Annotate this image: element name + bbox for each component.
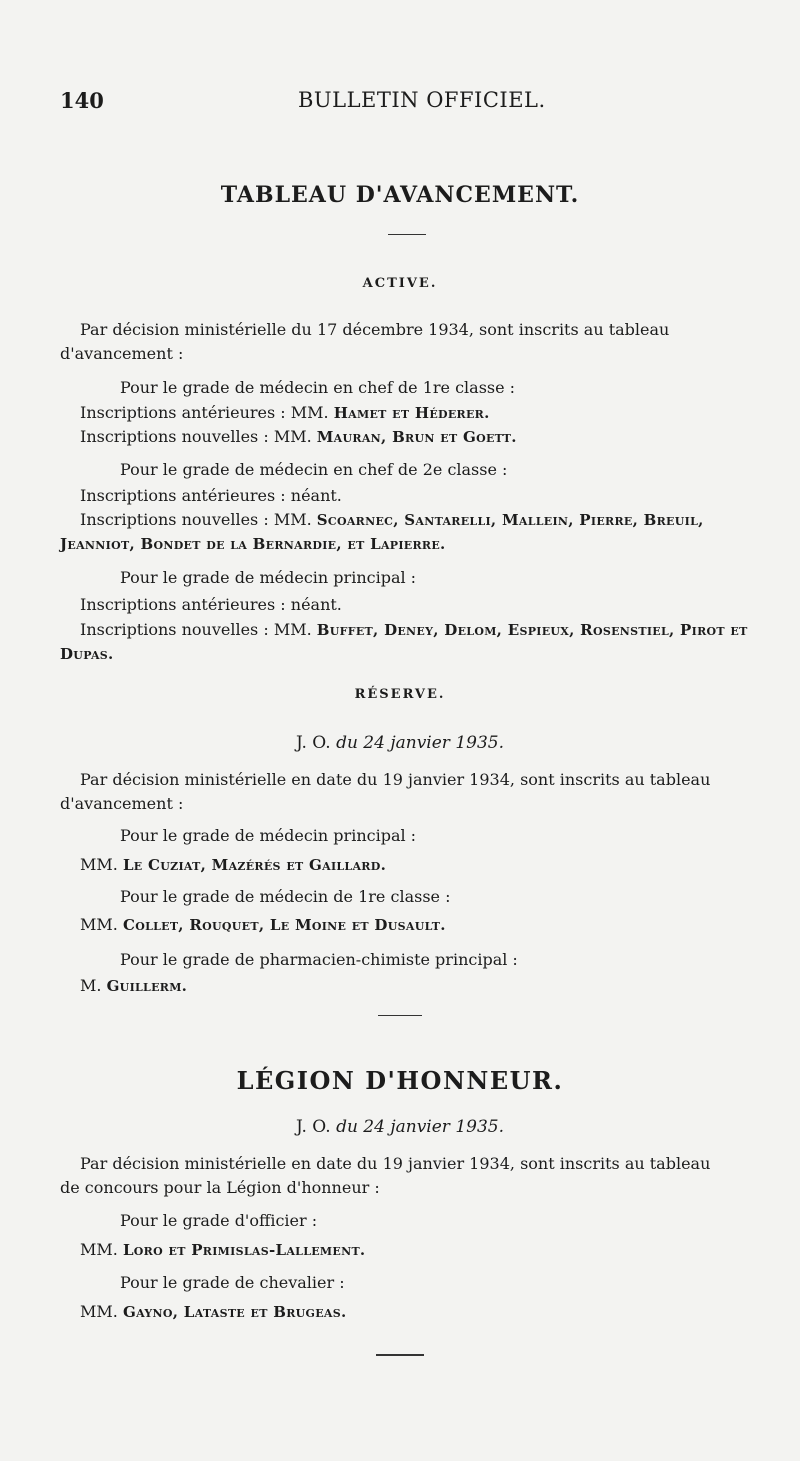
title-divider [388, 234, 426, 235]
active-grade3-new-cont: Dupas. [60, 645, 114, 663]
names-label: MM. [80, 1302, 118, 1321]
new-names: Scoarnec, Santarelli, Mallein, Pierre, Breuil, [316, 511, 704, 529]
names: Le Cuziat, Mazérés et Gaillard. [122, 856, 387, 874]
names: Collet, Rouquet, Le Moine et Dusault. [122, 916, 446, 934]
active-grade3-prior: Inscriptions antérieures : néant. [80, 595, 342, 614]
active-intro-line1: Par décision ministérielle du 17 décembre 1934, sont inscrits au tableau [80, 320, 670, 339]
new-names: Mauran, Brun et Goett. [316, 428, 517, 446]
names: Guillerm. [106, 977, 188, 995]
active-grade3-new [80, 620, 748, 639]
names-label: MM. [80, 1240, 118, 1259]
reserve-intro-line2: d'avancement : [60, 794, 184, 813]
jo-prefix: J. O. [296, 733, 331, 753]
names-label: M. [80, 976, 102, 995]
names: Gayno, Lataste et Brugeas. [122, 1303, 347, 1321]
jo-date: du 24 janvier 1935. [336, 733, 504, 753]
legion-grade2-names [80, 1302, 347, 1321]
reserve-jo-ref [0, 733, 800, 753]
legion-jo-ref [0, 1117, 800, 1137]
end-divider [376, 1354, 424, 1356]
active-grade3: Pour le grade de médecin principal : [120, 568, 417, 587]
reserve-intro-line1: Par décision ministérielle en date du 19 janvier 1934, sont inscrits au tableau [80, 770, 711, 789]
legion-grade2: Pour le grade de chevalier : [120, 1273, 345, 1292]
reserve-grade3: Pour le grade de pharmacien-chimiste principal : [120, 950, 518, 969]
new-label: Inscriptions nouvelles : MM. [80, 427, 312, 446]
active-grade2-new [80, 510, 704, 529]
legion-intro-line1: Par décision ministérielle en date du 19 janvier 1934, sont inscrits au tableau [80, 1154, 711, 1173]
legion-title: LÉGION D'HONNEUR. [236, 1066, 564, 1095]
reserve-grade2-names [80, 915, 446, 934]
new-names: Buffet, Deney, Delom, Espieux, Rosenstiel, Pirot et [316, 621, 748, 639]
reserve-grade2: Pour le grade de médecin de 1re classe : [120, 887, 451, 906]
legion-intro-line2: de concours pour la Légion d'honneur : [60, 1178, 380, 1197]
legion-grade1-names [80, 1240, 365, 1259]
reserve-grade1: Pour le grade de médecin principal : [120, 826, 417, 845]
names: Loro et Primislas-Lallement. [122, 1241, 366, 1259]
prior-names: Hamet et Héderer. [333, 404, 490, 422]
active-intro-line2: d'avancement : [60, 344, 184, 363]
running-header: BULLETIN OFFICIEL. [298, 88, 546, 112]
jo-prefix: J. O. [296, 1117, 331, 1137]
active-grade2-new-cont: Jeanniot, Bondet de la Bernardie, et Lapierre. [60, 535, 446, 553]
reserve-grade1-names [80, 855, 386, 874]
reserve-grade3-names [80, 976, 187, 995]
names-label: MM. [80, 915, 118, 934]
legion-grade1: Pour le grade d'officier : [120, 1211, 318, 1230]
tableau-title: TABLEAU D'AVANCEMENT. [220, 182, 580, 208]
reserve-heading: RÉSERVE. [354, 687, 446, 702]
jo-date: du 24 janvier 1935. [336, 1117, 504, 1137]
new-label: Inscriptions nouvelles : MM. [80, 620, 312, 639]
new-label: Inscriptions nouvelles : MM. [80, 510, 312, 529]
page-number: 140 [60, 88, 104, 113]
active-grade2: Pour le grade de médecin en chef de 2e classe : [120, 460, 508, 479]
active-grade1: Pour le grade de médecin en chef de 1re classe : [120, 378, 516, 397]
active-grade1-new [80, 427, 517, 446]
names-label: MM. [80, 855, 118, 874]
active-heading: ACTIVE. [362, 276, 438, 291]
section-divider [378, 1015, 422, 1016]
active-grade1-prior [80, 403, 490, 422]
active-grade2-prior: Inscriptions antérieures : néant. [80, 486, 342, 505]
prior-label: Inscriptions antérieures : MM. [80, 403, 329, 422]
